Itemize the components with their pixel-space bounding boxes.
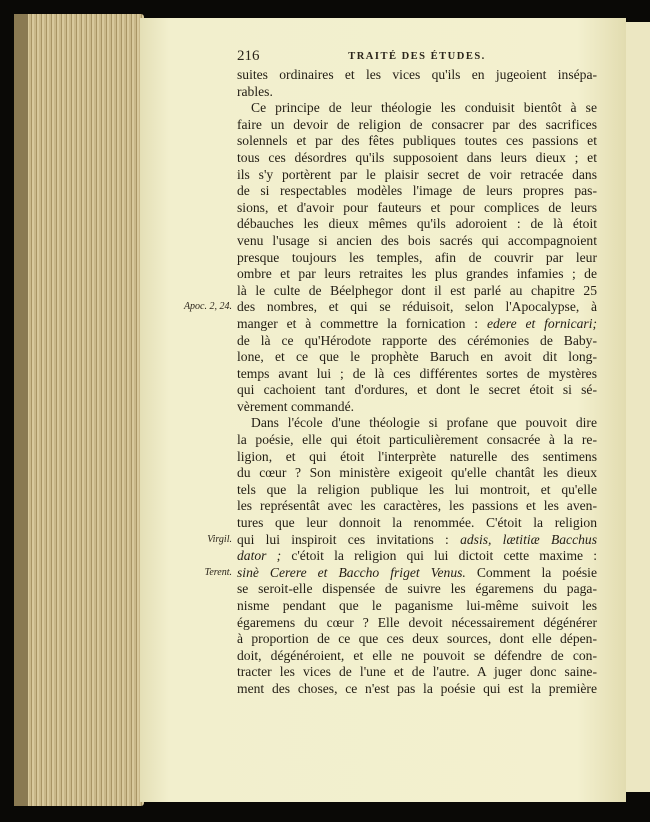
running-title: TRAITÉ DES ÉTUDES.: [348, 51, 486, 62]
text-line: [237, 532, 597, 549]
text-line: [237, 415, 597, 432]
text-line: [237, 432, 597, 449]
text-line: [237, 598, 597, 615]
text-line: [237, 333, 597, 350]
text-line: [237, 84, 597, 101]
italic-quote: sinè Cerere et Baccho friget Venus.: [237, 564, 466, 580]
text-segment: de là ce qu'Hérodote rapporte des cérémonies de Baby-: [237, 332, 597, 348]
text-segment: se seroit-elle dispensée de suivre les égaremens du paga-: [237, 581, 597, 597]
text-segment: ils s'y portèrent par le plaisir secret de voir retracée dans: [237, 166, 597, 182]
text-line: [237, 283, 597, 300]
text-line: [237, 233, 597, 250]
text-segment: à proportion de ce que ces deux sources, dont elle dépen-: [237, 631, 597, 647]
text-segment: sions, et d'avoir pour fauteurs et pour complices de leurs: [237, 199, 597, 215]
text-segment: presque toujours les temples, afin de couvrir par leur: [237, 249, 597, 265]
text-segment: tous ces désordres qu'ils supposoient dans leurs dieux ; et: [237, 149, 597, 165]
text-segment: vèrement commandé.: [237, 398, 355, 414]
italic-quote: adsis, lætitiæ Bacchus: [460, 531, 597, 547]
text-segment: rables.: [237, 83, 273, 99]
text-segment: de si respectables modèles l'image de leurs propres pas-: [237, 183, 597, 199]
text-segment: ment des choses, ce n'est pas la poésie qui est la première: [237, 680, 597, 696]
text-segment: tures que leur donnoit la renommée. C'étoit la religion: [237, 515, 597, 531]
text-segment: Comment la poésie: [465, 564, 597, 580]
text-line: [237, 299, 597, 316]
text-segment: lone, et ce que le prophète Baruch en avoit dit long-: [237, 349, 597, 365]
text-segment: ombre et par leurs retraites les plus grandes infamies ; de: [237, 266, 597, 282]
page-body-text: [237, 67, 597, 698]
text-line: [237, 167, 597, 184]
text-segment: faire un devoir de religion de consacrer par des sacrifices: [237, 116, 597, 132]
text-line: [237, 117, 597, 134]
text-segment: c'étoit la religion qui lui dictoit cette maxime :: [281, 548, 598, 564]
text-segment: qui lui inspiroit ces invitations :: [237, 531, 461, 547]
text-segment: nisme pendant que le paganisme lui-même suivoit les: [237, 598, 597, 613]
text-segment: temps avant lui ; de là ces différentes sortes de mystères: [237, 365, 597, 381]
text-segment: la poésie, elle qui étoit particulièrement consacrée à la re-: [237, 432, 597, 448]
text-line: [237, 266, 597, 283]
text-line: [237, 664, 597, 681]
text-segment: ligion, et qui étoit l'interprète naturelle des sentimens: [237, 448, 597, 464]
text-segment: qui cachoient tant d'ordures, et dont le secret étoit si sé-: [237, 382, 597, 398]
text-line: [237, 200, 597, 217]
text-segment: solennels et par des fêtes publiques toutes ces passions et: [237, 133, 597, 149]
text-line: [237, 183, 597, 200]
text-segment: manger et à commettre la fornication :: [237, 315, 487, 331]
margin-note: Terent.: [204, 567, 232, 578]
text-segment: les représentât avec les caractères, les passions et les aven-: [237, 498, 597, 514]
text-segment: Ce principe de leur théologie les conduisit bientôt à se: [251, 100, 597, 116]
text-segment: Dans l'école d'une théologie si profane que pouvoit dire: [251, 415, 597, 431]
text-line: [237, 399, 597, 416]
text-line: [237, 631, 597, 648]
text-line: [237, 648, 597, 665]
text-line: [237, 150, 597, 167]
text-segment: du cœur ? Son ministère exigeoit qu'elle chantât les dieux: [237, 465, 597, 481]
text-line: [237, 449, 597, 466]
text-line: [237, 498, 597, 515]
text-line: [237, 681, 597, 698]
running-header: [237, 48, 597, 66]
book-page-edges: [14, 14, 144, 806]
italic-quote: dator ;: [237, 548, 282, 564]
text-line: [237, 581, 597, 598]
text-line: [237, 316, 597, 333]
text-line: [237, 349, 597, 366]
text-line: [237, 465, 597, 482]
text-line: [237, 565, 597, 582]
text-line: [237, 548, 597, 565]
italic-quote: edere et fornicari;: [486, 315, 597, 331]
text-segment: des nombres, et qui se réduisoit, selon l'Apocalypse, à: [237, 299, 597, 315]
text-line: [237, 366, 597, 383]
margin-note: Virgil.: [207, 533, 232, 545]
facing-page-edge: [626, 22, 650, 792]
text-line: [237, 615, 597, 632]
text-line: [237, 216, 597, 233]
text-segment: tels que la religion publique les lui montroit, et qu'elle: [237, 481, 597, 497]
text-line: [237, 515, 597, 532]
text-line: [237, 67, 597, 84]
text-segment: là le culte de Béelphegor dont il est parlé au chapitre 25: [237, 282, 597, 298]
text-line: [237, 100, 597, 117]
text-line: [237, 382, 597, 399]
text-line: [237, 250, 597, 267]
text-segment: venu l'usage si ancien des bois sacrés qui accompagnoient: [237, 232, 597, 248]
text-segment: doit, dégénéroient, et elle ne pouvoit se défendre de con-: [237, 647, 597, 663]
text-line: [237, 133, 597, 150]
margin-note: Apoc. 2, 24.: [183, 301, 232, 313]
book-cover-edge: [14, 14, 28, 806]
text-segment: égaremens du cœur ? Elle devoit nécessairement dégénérer: [237, 614, 597, 630]
text-segment: débauches les dieux mêmes qu'ils adoroient : de là étoit: [237, 216, 597, 232]
page-number: 216: [237, 48, 260, 64]
text-line: [237, 482, 597, 499]
text-segment: tracter les vices de l'une et de l'autre. A juger donc saine-: [237, 664, 597, 680]
text-segment: suites ordinaires et les vices qu'ils en jugeoient insépa-: [237, 67, 597, 82]
